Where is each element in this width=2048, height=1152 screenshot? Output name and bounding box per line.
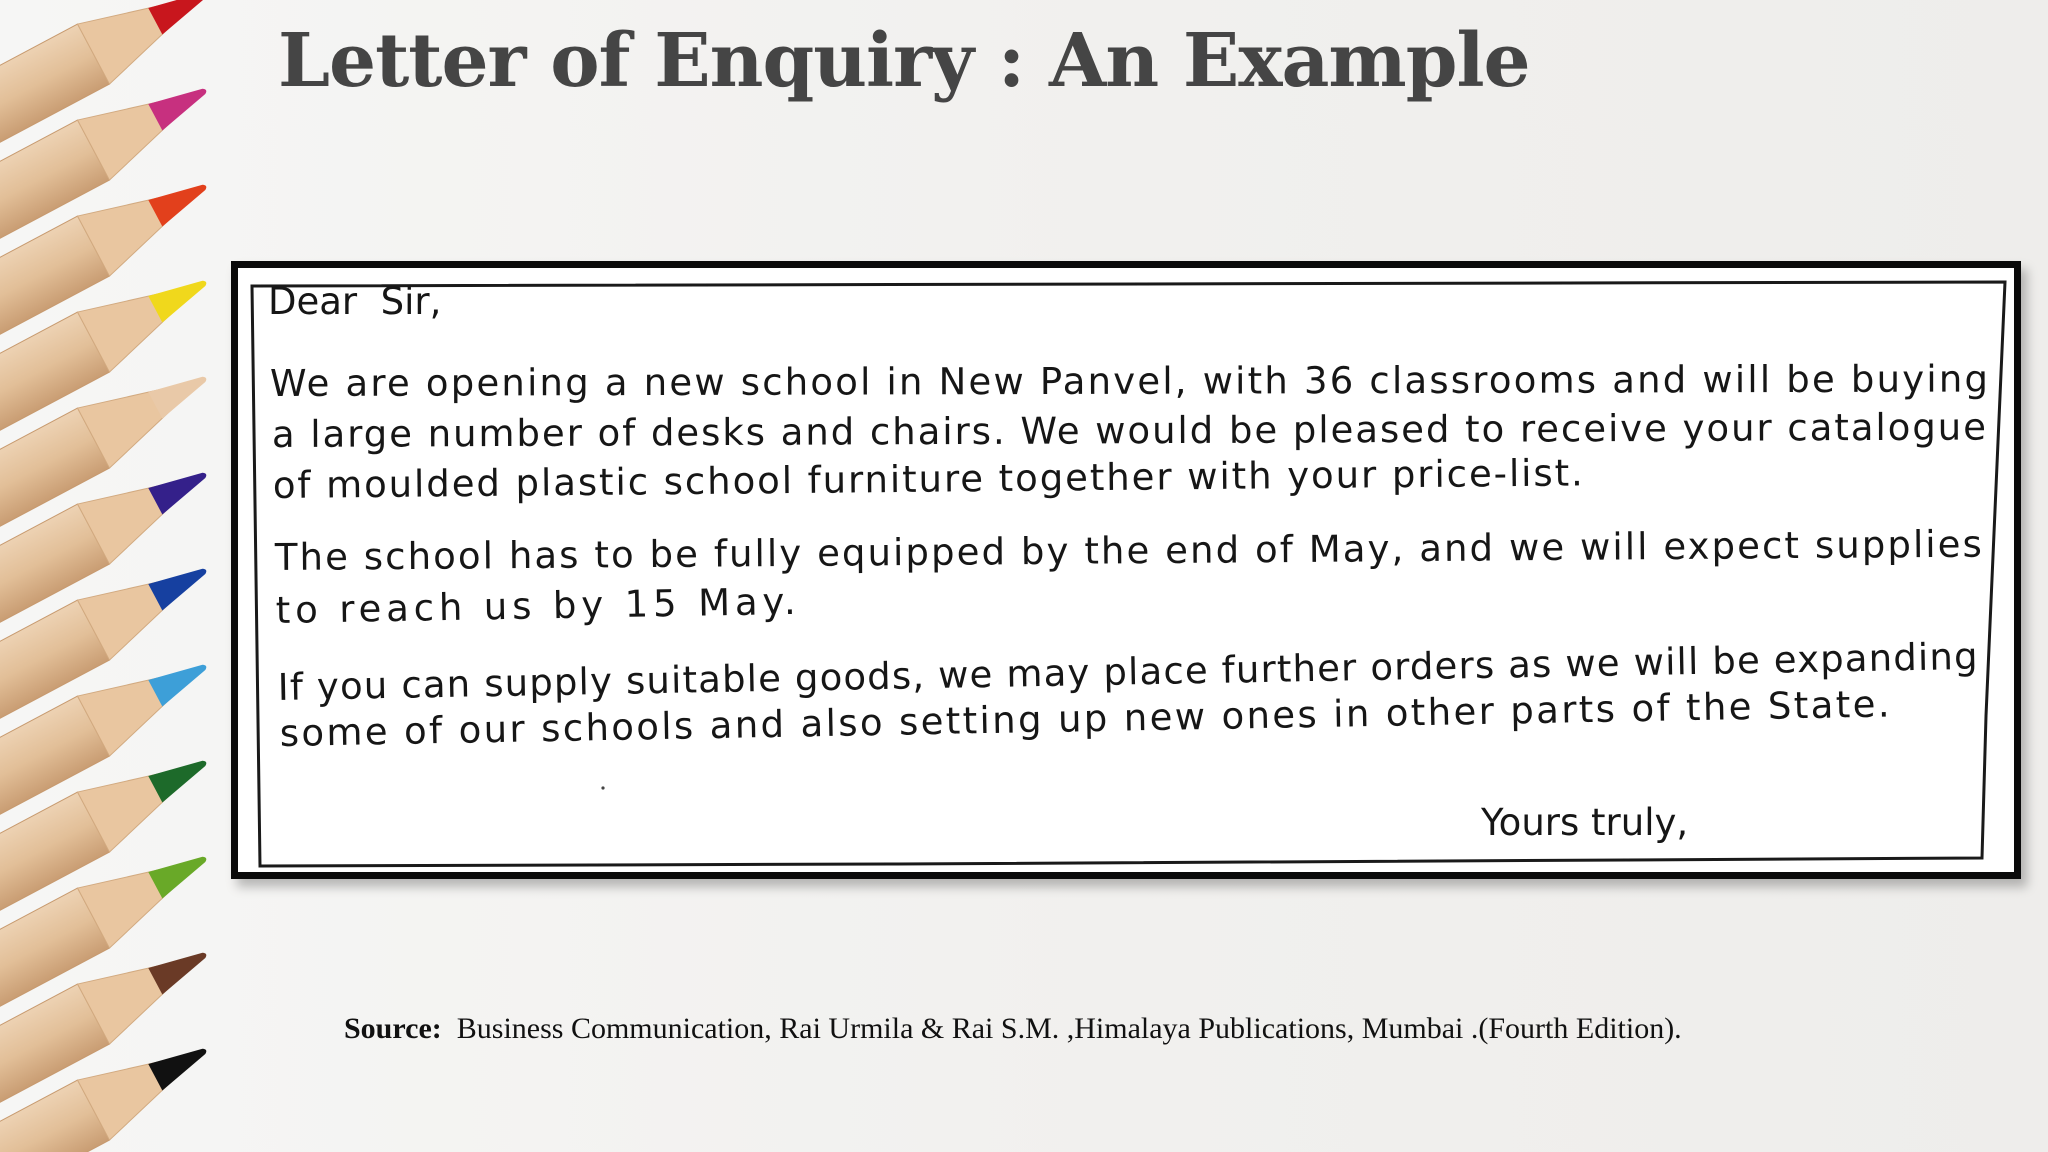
letter-paragraph-3-line-1: If you can supply suitable goods, we may place further orders as we will be expanding [277,634,1978,709]
letter-paragraph-1-line-3: of moulded plastic school furniture together with your price-list. [272,451,1584,507]
source-text: Business Communication, Rai Urmila & Rai S.M. ,Himalaya Publications, Mumbai .(Fourth Edition). [456,1012,1682,1045]
slide-title: Letter of Enquiry : An Example [278,18,1530,104]
letter-paragraph-2-line-2: to reach us by 15 May. [275,579,797,632]
letter-scan [238,268,2014,872]
letter-paragraph-2-line-1: The school has to be fully equipped by the end of May, and we will expect supplies [274,522,1983,579]
letter-paragraph-1-line-1: We are opening a new school in New Panvel, with 36 classrooms and will be buying [269,357,1989,405]
colored-pencils-decoration [0,0,230,1152]
letter-salutation: Dear Sir, [268,280,442,323]
letter-scan-image [231,261,2021,879]
source-label: Source: [344,1012,442,1045]
scan-speck [601,786,604,789]
letter-paragraph-3-line-2: some of our schools and also setting up new ones in other parts of the State. [279,682,1890,755]
letter-paragraph-1-line-2: a large number of desks and chairs. We would be pleased to receive your catalogue [271,405,1987,456]
letter-closing: Yours truly, [1481,801,1689,844]
source-citation [344,1012,1682,1046]
